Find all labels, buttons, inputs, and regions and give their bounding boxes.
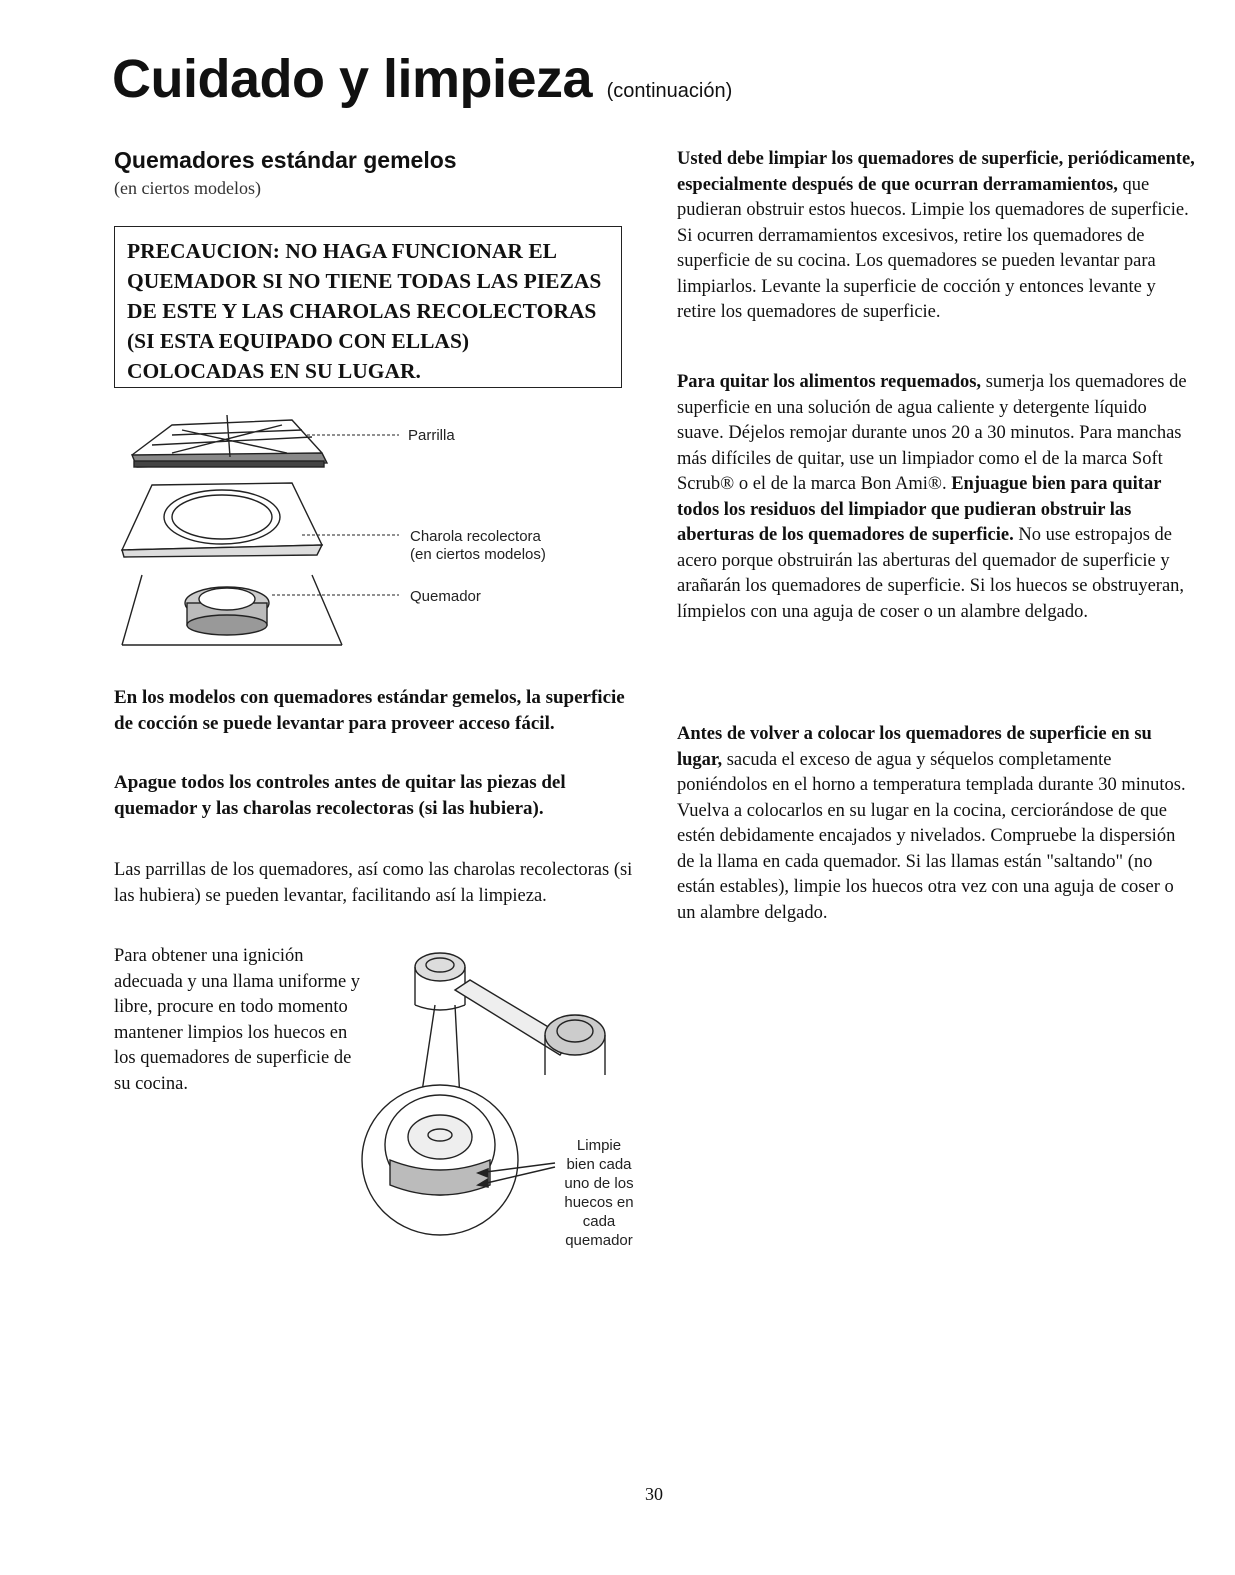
label-drip-pan-note: (en ciertos modelos)	[410, 546, 546, 563]
paragraph-ignition: Para obtener una ignición adecuada y una llama uniforme y libre, procure en todo momento mantener limpios los huecos en los quemadores de superficie de su cocina.	[114, 946, 361, 1094]
label-line: huecos en	[564, 1194, 634, 1211]
label-line: cada	[582, 1213, 616, 1230]
label-line: bien cada	[566, 1156, 632, 1173]
label-burner: Quemador	[410, 588, 481, 605]
paragraph-clean-periodically	[677, 147, 1195, 326]
bold-lead: Usted debe limpiar los quemadores de superficie, periódicamente, especialmente después de que ocurran derramamientos,	[677, 149, 1195, 195]
paragraph-replace-burners	[677, 722, 1195, 926]
bold-rinse: Enjuague bien para quitar todos los residuos del limpiador que pudieran obstruir las aberturas de los quemadores de superficie.	[677, 474, 1162, 545]
burner-parts-diagram	[112, 405, 412, 655]
burner-illustration	[122, 575, 342, 645]
bold-lead: Para quitar los alimentos requemados,	[677, 372, 982, 392]
paragraph-grates-lift: Las parrillas de los quemadores, así como las charolas recolectoras (si las hubiera) se pueden levantar, facilitando así la limpieza.	[114, 860, 633, 906]
label-clean-holes	[556, 1136, 642, 1250]
label-line: uno de los	[564, 1175, 634, 1192]
label-grate: Parrilla	[408, 427, 455, 444]
caution-box: PRECAUCION: NO HAGA FUNCIONAR EL QUEMADOR SI NO TIENE TODAS LAS PIEZAS DE ESTE Y LAS CHAROLAS RECOLECTORAS (SI ESTA EQUIPADO CON ELLAS) COLOCADAS EN SU LUGAR.	[114, 226, 622, 388]
bold-lead: Antes de volver a colocar los quemadores de superficie en su lugar,	[677, 724, 1152, 770]
label-drip-pan: Charola recolectora	[410, 528, 541, 545]
body-text: sacuda el exceso de agua y séquelos completamente poniéndolos en el horno a temperatura templada durante 30 minutos. Vuelva a colocarlos en su lugar en la cocina, cerciorándose de que estén debidamente encajados y nivelados. Compruebe la dispersión de la llama en cada quemador. Si las llamas están "saltando" (no están estables), limpie los huecos otra vez con una aguja de coser o un alambre delgado.	[677, 749, 1186, 923]
page-number: 30	[645, 1484, 663, 1504]
page-title	[112, 48, 732, 110]
drip-pan-illustration	[122, 483, 322, 557]
label-line: Limpie	[576, 1137, 622, 1154]
section-subheading: (en ciertos modelos)	[114, 178, 261, 198]
grate-illustration	[132, 415, 327, 467]
label-line: quemador	[565, 1232, 633, 1249]
paragraph-models-lift: En los modelos con quemadores estándar gemelos, la superficie de cocción se puede levantar para proveer acceso fácil.	[114, 687, 625, 734]
paragraph-turn-off: Apague todos los controles antes de quitar las piezas del quemador y las charolas recolectoras (si las hubiera).	[114, 772, 566, 819]
body-text: que pudieran obstruir estos huecos. Limpie los quemadores de superficie. Si ocurren derramamientos excesivos, retire los quemadores de superficie de su cocina. Los quemadores se pueden levantar para limpiarlos. Levante la superficie de cocción y entonces levante y retire los quemadores de superficie.	[677, 174, 1189, 322]
body-text: No use estropajos de acero porque obstruirán las aberturas del quemador de superficie y arañarán los quemadores de superficie. Si los huecos se obstruyeran, límpielos con una aguja de coser o un alambre delgado.	[677, 525, 1185, 622]
section-heading: Quemadores estándar gemelos	[114, 147, 457, 173]
body-text: sumerja los quemadores de superficie en una solución de agua caliente y detergente líquido suave. Déjelos remojar durante unos 20 a 30 minutos. Para manchas más difíciles de quitar, use un limpiador como el de la marca Soft Scrub® o el de la marca Bon Ami®.	[677, 372, 1187, 494]
title-continuation: (continuación)	[606, 80, 733, 102]
paragraph-burned-food	[677, 370, 1195, 625]
title-main: Cuidado y limpieza	[112, 49, 593, 109]
